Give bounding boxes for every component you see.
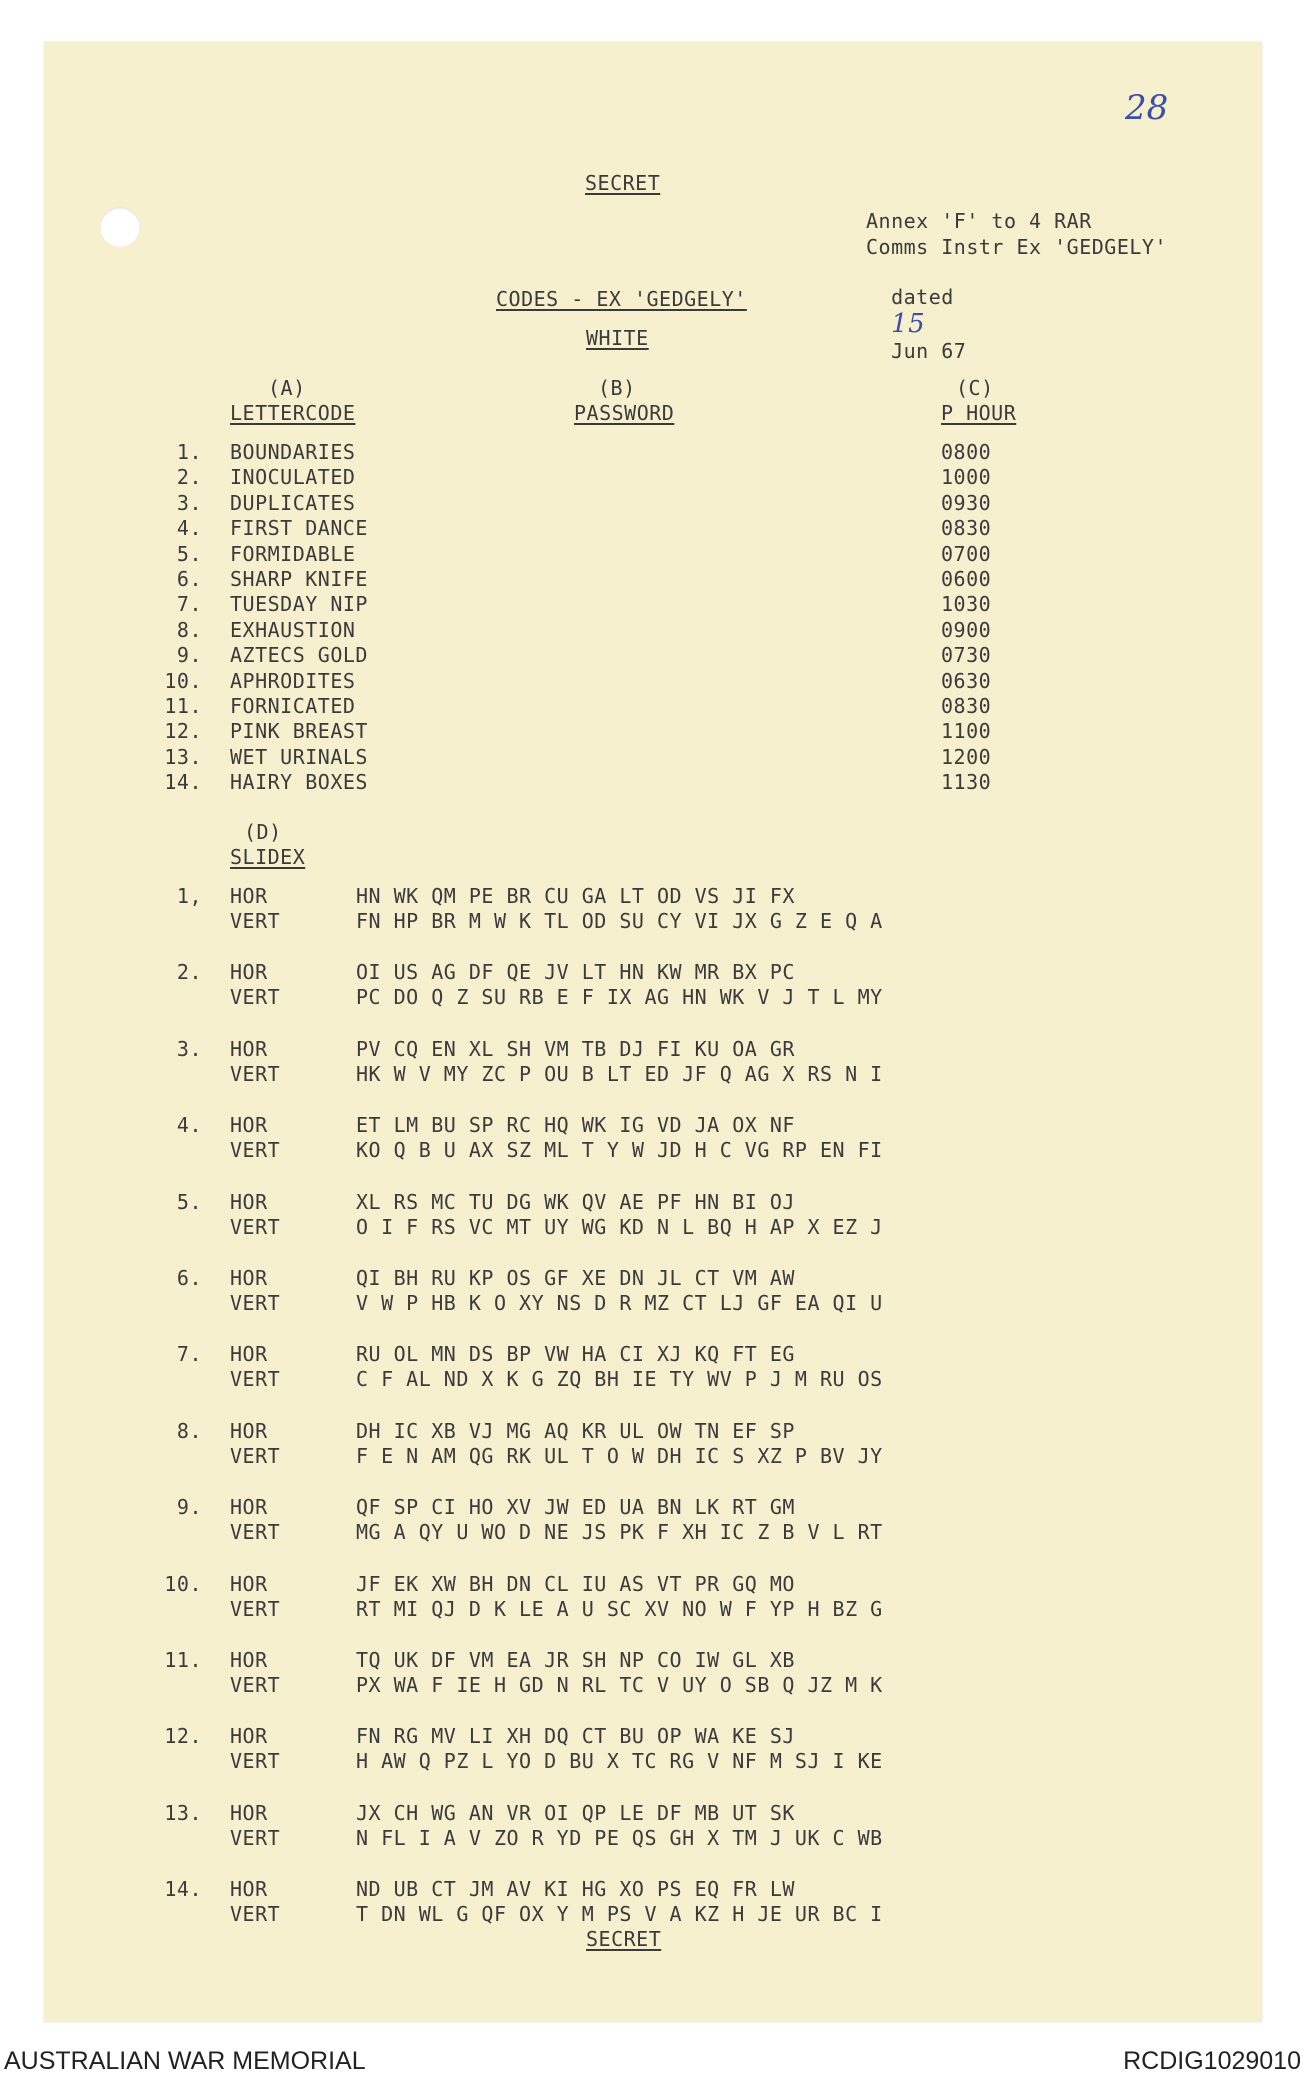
slidex-number: 3. bbox=[176, 1036, 202, 1061]
classification-top: SECRET bbox=[585, 171, 661, 195]
lettercode-number: 14. bbox=[164, 770, 202, 795]
classification-bottom: SECRET bbox=[586, 1927, 662, 1951]
slidex-hor-row: PV CQ EN XL SH VM TB DJ FI KU OA GR bbox=[356, 1036, 795, 1061]
slidex-vert-label: VERT bbox=[230, 909, 281, 933]
slidex-hor-label: HOR bbox=[230, 1724, 268, 1749]
slidex-vert-row: C F AL ND X K G ZQ BH IE TY WV P J M RU OS bbox=[356, 1367, 883, 1392]
lettercode-number: 6. bbox=[176, 567, 202, 591]
lettercode-value: INOCULATED bbox=[230, 465, 356, 490]
p-hour-value: 1130 bbox=[941, 770, 992, 795]
slidex-hor-label: HOR bbox=[230, 1113, 268, 1138]
lettercode-value: APHRODITES bbox=[230, 668, 356, 693]
slidex-hor-label: HOR bbox=[230, 1800, 268, 1825]
p-hour-value: 1030 bbox=[941, 592, 992, 617]
slidex-hor-row: ET LM BU SP RC HQ WK IG VD JA OX NF bbox=[356, 1113, 795, 1138]
slidex-vert-label: VERT bbox=[230, 1596, 281, 1621]
slidex-hor-row: TQ UK DF VM EA JR SH NP CO IW GL XB bbox=[356, 1648, 795, 1672]
slidex-number: 1, bbox=[176, 884, 202, 908]
lettercode-value: TUESDAY NIP bbox=[230, 592, 368, 617]
slidex-hor-row: DH IC XB VJ MG AQ KR UL OW TN EF SP bbox=[356, 1418, 795, 1443]
slidex-label: (D) bbox=[244, 820, 282, 844]
lettercode-value: EXHAUSTION bbox=[230, 617, 356, 642]
slidex-vert-row: F E N AM QG RK UL T O W DH IC S XZ P BV JY bbox=[356, 1443, 883, 1468]
slidex-hor-label: HOR bbox=[230, 1189, 268, 1214]
slidex-vert-row: O I F RS VC MT UY WG KD N L BQ H AP X EZ J bbox=[356, 1214, 883, 1239]
slidex-vert-row: RT MI QJ D K LE A U SC XV NO W F YP H BZ G bbox=[356, 1596, 883, 1621]
p-hour-value: 0830 bbox=[941, 694, 992, 718]
slidex-hor-row: HN WK QM PE BR CU GA LT OD VS JI FX bbox=[356, 884, 795, 908]
p-hour-value: 0630 bbox=[941, 668, 992, 693]
p-hour-value: 0900 bbox=[941, 617, 992, 642]
slidex-hor-row: JX CH WG AN VR OI QP LE DF MB UT SK bbox=[356, 1800, 795, 1825]
slidex-number: 10. bbox=[164, 1571, 202, 1596]
slidex-hor-row: OI US AG DF QE JV LT HN KW MR BX PC bbox=[356, 960, 795, 985]
slidex-number: 12. bbox=[164, 1724, 202, 1749]
lettercode-number: 2. bbox=[176, 465, 202, 490]
lettercode-number: 1. bbox=[176, 440, 202, 464]
slidex-number: 8. bbox=[176, 1418, 202, 1443]
annex-line-2: Comms Instr Ex 'GEDGELY' bbox=[866, 235, 1167, 259]
slidex-vert-label: VERT bbox=[230, 1367, 281, 1392]
slidex-hor-row: QF SP CI HO XV JW ED UA BN LK RT GM bbox=[356, 1495, 795, 1520]
slidex-vert-row: PC DO Q Z SU RB E F IX AG HN WK V J T L MY bbox=[356, 985, 883, 1010]
p-hour-value: 0930 bbox=[941, 490, 992, 515]
lettercode-value: AZTECS GOLD bbox=[230, 643, 368, 668]
annex-line-3 bbox=[866, 261, 966, 363]
lettercode-number: 8. bbox=[176, 617, 202, 642]
slidex-title: SLIDEX bbox=[230, 845, 306, 869]
slidex-vert-row: PX WA F IE H GD N RL TC V UY O SB Q JZ M K bbox=[356, 1673, 883, 1697]
handwritten-day: 15 bbox=[891, 309, 926, 339]
annex-line-1: Annex 'F' to 4 RAR bbox=[866, 209, 1092, 233]
slidex-vert-row: MG A QY U WO D NE JS PK F XH IC Z B V L RT bbox=[356, 1520, 883, 1545]
slidex-hor-row: XL RS MC TU DG WK QV AE PF HN BI OJ bbox=[356, 1189, 795, 1214]
column-b-title: PASSWORD bbox=[574, 401, 675, 425]
lettercode-number: 10. bbox=[164, 668, 202, 693]
slidex-vert-label: VERT bbox=[230, 1138, 281, 1163]
column-c-label: (C) bbox=[956, 376, 994, 400]
slidex-number: 11. bbox=[164, 1648, 202, 1672]
slidex-number: 13. bbox=[164, 1800, 202, 1825]
slidex-hor-label: HOR bbox=[230, 960, 268, 985]
slidex-vert-row: KO Q B U AX SZ ML T Y W JD H C VG RP EN FI bbox=[356, 1138, 883, 1163]
column-a-title: LETTERCODE bbox=[230, 401, 356, 425]
document-subtitle: WHITE bbox=[586, 326, 649, 350]
slidex-hor-label: HOR bbox=[230, 1266, 268, 1290]
slidex-number: 5. bbox=[176, 1189, 202, 1214]
column-a-label: (A) bbox=[268, 376, 306, 400]
p-hour-value: 1100 bbox=[941, 719, 992, 744]
slidex-vert-row: T DN WL G QF OX Y M PS V A KZ H JE UR BC I bbox=[356, 1902, 883, 1927]
annex-dated-label: dated bbox=[891, 285, 954, 309]
lettercode-value: FIRST DANCE bbox=[230, 516, 368, 541]
column-b-label: (B) bbox=[598, 376, 636, 400]
lettercode-value: HAIRY BOXES bbox=[230, 770, 368, 795]
slidex-vert-row: H AW Q PZ L YO D BU X TC RG V NF M SJ I KE bbox=[356, 1749, 883, 1774]
p-hour-value: 1200 bbox=[941, 744, 992, 769]
lettercode-number: 11. bbox=[164, 694, 202, 718]
slidex-number: 4. bbox=[176, 1113, 202, 1138]
slidex-number: 7. bbox=[176, 1342, 202, 1367]
slidex-vert-label: VERT bbox=[230, 1291, 281, 1315]
lettercode-value: PINK BREAST bbox=[230, 719, 368, 744]
slidex-hor-label: HOR bbox=[230, 1877, 268, 1902]
slidex-vert-label: VERT bbox=[230, 1749, 281, 1774]
slidex-hor-label: HOR bbox=[230, 884, 268, 908]
lettercode-value: WET URINALS bbox=[230, 744, 368, 769]
slidex-number: 6. bbox=[176, 1266, 202, 1290]
slidex-hor-label: HOR bbox=[230, 1495, 268, 1520]
lettercode-number: 13. bbox=[164, 744, 202, 769]
slidex-vert-label: VERT bbox=[230, 1673, 281, 1697]
slidex-vert-row: N FL I A V ZO R YD PE QS GH X TM J UK C WB bbox=[356, 1825, 883, 1850]
p-hour-value: 0730 bbox=[941, 643, 992, 668]
slidex-number: 9. bbox=[176, 1495, 202, 1520]
slidex-hor-label: HOR bbox=[230, 1342, 268, 1367]
column-c-title: P HOUR bbox=[941, 401, 1017, 425]
slidex-vert-row: HK W V MY ZC P OU B LT ED JF Q AG X RS N I bbox=[356, 1061, 883, 1086]
lettercode-number: 5. bbox=[176, 541, 202, 566]
slidex-hor-row: JF EK XW BH DN CL IU AS VT PR GQ MO bbox=[356, 1571, 795, 1596]
document-title: CODES - EX 'GEDGELY' bbox=[496, 287, 747, 311]
lettercode-value: DUPLICATES bbox=[230, 490, 356, 515]
footer-institution: AUSTRALIAN WAR MEMORIAL bbox=[4, 2047, 366, 2075]
footer-reference: RCDIG1029010 bbox=[1123, 2047, 1301, 2075]
slidex-number: 2. bbox=[176, 960, 202, 985]
slidex-hor-label: HOR bbox=[230, 1648, 268, 1672]
slidex-vert-row: FN HP BR M W K TL OD SU CY VI JX G Z E Q A bbox=[356, 909, 883, 933]
slidex-hor-row: ND UB CT JM AV KI HG XO PS EQ FR LW bbox=[356, 1877, 795, 1902]
lettercode-number: 12. bbox=[164, 719, 202, 744]
slidex-vert-label: VERT bbox=[230, 1061, 281, 1086]
lettercode-value: SHARP KNIFE bbox=[230, 567, 368, 591]
slidex-vert-label: VERT bbox=[230, 1902, 281, 1927]
slidex-number: 14. bbox=[164, 1877, 202, 1902]
slidex-vert-label: VERT bbox=[230, 1214, 281, 1239]
p-hour-value: 1000 bbox=[941, 465, 992, 490]
p-hour-value: 0700 bbox=[941, 541, 992, 566]
lettercode-number: 3. bbox=[176, 490, 202, 515]
slidex-hor-label: HOR bbox=[230, 1036, 268, 1061]
slidex-vert-label: VERT bbox=[230, 1520, 281, 1545]
punch-hole bbox=[100, 207, 140, 247]
slidex-hor-row: RU OL MN DS BP VW HA CI XJ KQ FT EG bbox=[356, 1342, 795, 1367]
slidex-vert-label: VERT bbox=[230, 1825, 281, 1850]
slidex-vert-row: V W P HB K O XY NS D R MZ CT LJ GF EA QI U bbox=[356, 1291, 883, 1315]
annex-month-year: Jun 67 bbox=[891, 339, 967, 363]
lettercode-value: BOUNDARIES bbox=[230, 440, 356, 464]
slidex-vert-label: VERT bbox=[230, 1443, 281, 1468]
lettercode-number: 4. bbox=[176, 516, 202, 541]
p-hour-value: 0600 bbox=[941, 567, 992, 591]
slidex-vert-label: VERT bbox=[230, 985, 281, 1010]
page-number: 28 bbox=[1125, 88, 1169, 128]
lettercode-value: FORMIDABLE bbox=[230, 541, 356, 566]
lettercode-number: 7. bbox=[176, 592, 202, 617]
p-hour-value: 0830 bbox=[941, 516, 992, 541]
slidex-hor-label: HOR bbox=[230, 1418, 268, 1443]
slidex-hor-row: QI BH RU KP OS GF XE DN JL CT VM AW bbox=[356, 1266, 795, 1290]
lettercode-value: FORNICATED bbox=[230, 694, 356, 718]
slidex-hor-row: FN RG MV LI XH DQ CT BU OP WA KE SJ bbox=[356, 1724, 795, 1749]
p-hour-value: 0800 bbox=[941, 440, 992, 464]
slidex-hor-label: HOR bbox=[230, 1571, 268, 1596]
lettercode-number: 9. bbox=[176, 643, 202, 668]
